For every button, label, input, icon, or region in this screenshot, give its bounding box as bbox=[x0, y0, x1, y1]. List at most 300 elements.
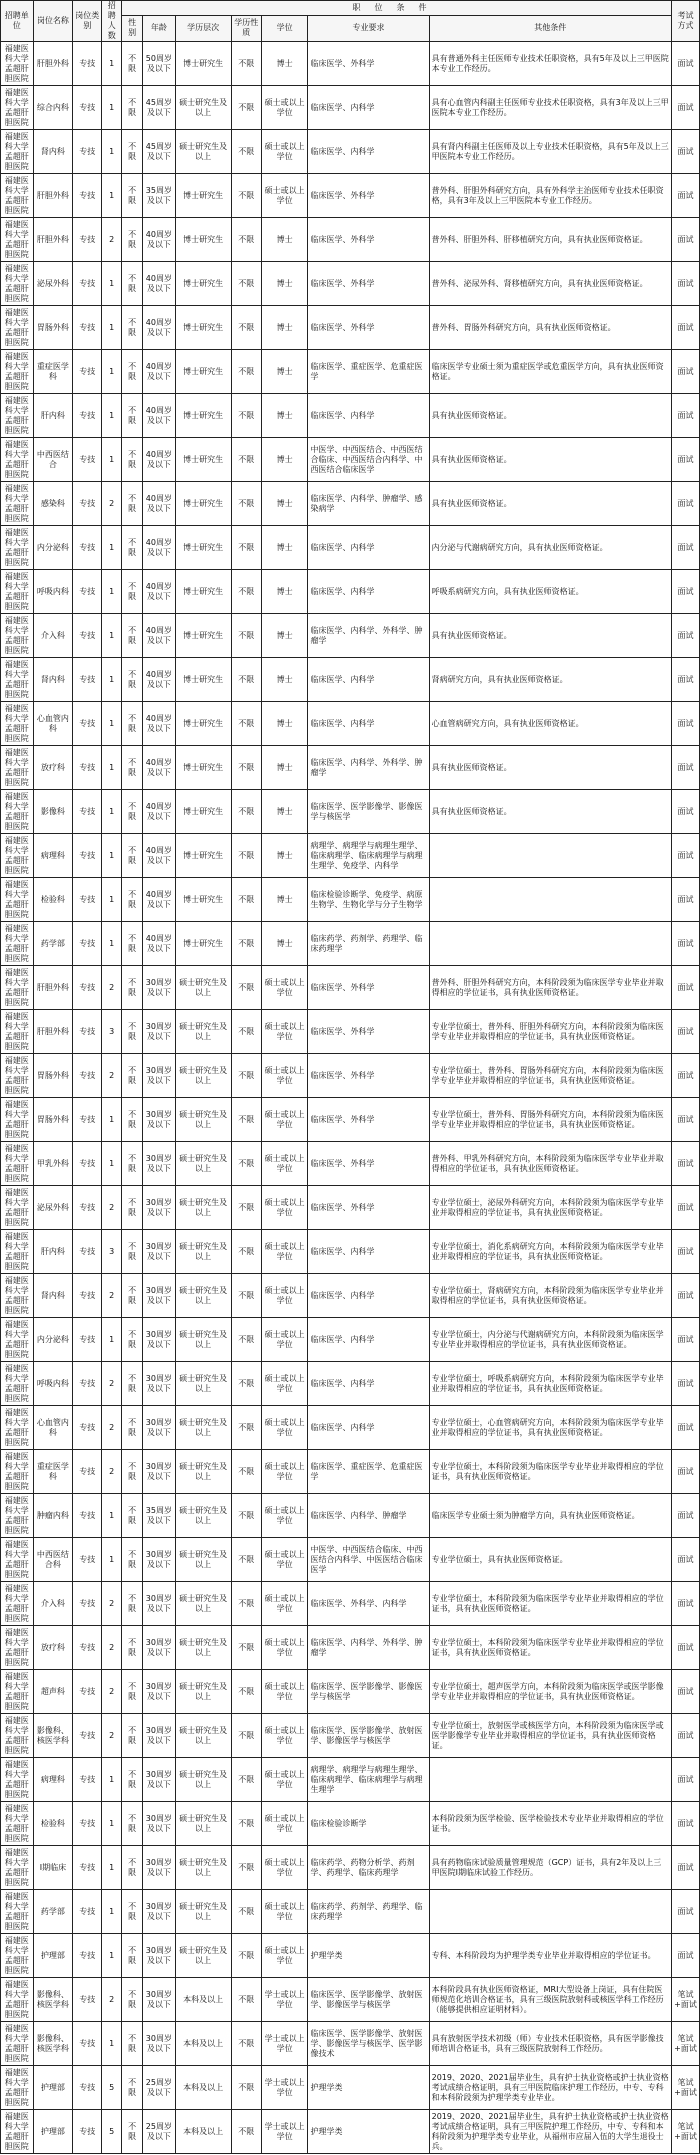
age-cell: 40周岁及以下 bbox=[143, 262, 176, 306]
education-cell: 博士研究生 bbox=[175, 878, 231, 922]
count-cell: 1 bbox=[102, 526, 122, 570]
category-cell: 专技 bbox=[73, 1846, 102, 1890]
post-cell: 综合内科 bbox=[33, 86, 73, 130]
sex-cell: 不限 bbox=[122, 42, 143, 86]
unit-cell: 福建医科大学孟超肝胆医院 bbox=[1, 1846, 34, 1890]
category-cell: 专技 bbox=[73, 614, 102, 658]
education-cell: 博士研究生 bbox=[175, 482, 231, 526]
age-cell: 30周岁及以下 bbox=[143, 2022, 176, 2066]
unit-cell: 福建医科大学孟超肝胆医院 bbox=[1, 1758, 34, 1802]
count-cell: 2 bbox=[102, 1406, 122, 1450]
exam-cell: 面试 bbox=[671, 350, 699, 394]
sex-cell: 不限 bbox=[122, 262, 143, 306]
age-cell: 30周岁及以下 bbox=[143, 1230, 176, 1274]
post-cell: 肝内科 bbox=[33, 1230, 73, 1274]
table-row bbox=[1, 482, 700, 526]
sex-cell: 不限 bbox=[122, 1890, 143, 1934]
category-cell: 专技 bbox=[73, 174, 102, 218]
education-cell: 博士研究生 bbox=[175, 658, 231, 702]
nature-cell: 不限 bbox=[231, 2066, 261, 2110]
other-cell: 具有执业医师资格证。 bbox=[429, 438, 671, 482]
major-cell: 临床医学、外科学 bbox=[308, 1186, 429, 1230]
other-cell bbox=[429, 1758, 671, 1802]
exam-cell: 面试 bbox=[671, 1802, 699, 1846]
table-row bbox=[1, 1714, 700, 1758]
unit-cell: 福建医科大学孟超肝胆医院 bbox=[1, 1626, 34, 1670]
sex-cell: 不限 bbox=[122, 1538, 143, 1582]
table-row bbox=[1, 1318, 700, 1362]
exam-cell: 面试 bbox=[671, 1054, 699, 1098]
age-cell: 30周岁及以下 bbox=[143, 1406, 176, 1450]
sex-cell: 不限 bbox=[122, 438, 143, 482]
education-cell: 硕士研究生及以上 bbox=[175, 1054, 231, 1098]
age-cell: 40周岁及以下 bbox=[143, 614, 176, 658]
unit-cell: 福建医科大学孟超肝胆医院 bbox=[1, 1934, 34, 1978]
age-cell: 30周岁及以下 bbox=[143, 1802, 176, 1846]
sex-cell: 不限 bbox=[122, 1714, 143, 1758]
major-cell: 临床医学、内科学 bbox=[308, 394, 429, 438]
table-row bbox=[1, 658, 700, 702]
category-cell: 专技 bbox=[73, 1318, 102, 1362]
education-cell: 硕士研究生及以上 bbox=[175, 1010, 231, 1054]
exam-cell: 面试 bbox=[671, 1318, 699, 1362]
count-cell: 2 bbox=[102, 1054, 122, 1098]
unit-cell: 福建医科大学孟超肝胆医院 bbox=[1, 1582, 34, 1626]
count-cell: 1 bbox=[102, 834, 122, 878]
major-cell: 临床医学、外科学 bbox=[308, 1142, 429, 1186]
education-cell: 博士研究生 bbox=[175, 438, 231, 482]
degree-cell: 博士 bbox=[261, 614, 308, 658]
post-cell: 肾内科 bbox=[33, 130, 73, 174]
sex-cell: 不限 bbox=[122, 1934, 143, 1978]
count-cell: 2 bbox=[102, 1714, 122, 1758]
age-cell: 40周岁及以下 bbox=[143, 306, 176, 350]
post-cell: 病理科 bbox=[33, 834, 73, 878]
major-cell: 临床医学、内科学 bbox=[308, 1274, 429, 1318]
sex-cell: 不限 bbox=[122, 218, 143, 262]
degree-cell: 学士或以上学位 bbox=[261, 2110, 308, 2154]
exam-cell: 面试 bbox=[671, 130, 699, 174]
age-cell: 35周岁及以下 bbox=[143, 1494, 176, 1538]
category-cell: 专技 bbox=[73, 790, 102, 834]
table-row bbox=[1, 218, 700, 262]
other-cell: 具有执业医师资格证。 bbox=[429, 790, 671, 834]
post-cell: 肾内科 bbox=[33, 658, 73, 702]
nature-cell: 不限 bbox=[231, 746, 261, 790]
nature-cell: 不限 bbox=[231, 1142, 261, 1186]
count-cell: 1 bbox=[102, 1934, 122, 1978]
table-row bbox=[1, 1670, 700, 1714]
major-cell: 临床检验诊断学 bbox=[308, 1802, 429, 1846]
category-cell: 专技 bbox=[73, 394, 102, 438]
count-cell: 1 bbox=[102, 262, 122, 306]
post-cell: 药学部 bbox=[33, 1890, 73, 1934]
count-cell: 1 bbox=[102, 570, 122, 614]
education-cell: 博士研究生 bbox=[175, 526, 231, 570]
age-cell: 25周岁及以下 bbox=[143, 2066, 176, 2110]
education-cell: 硕士研究生及以上 bbox=[175, 1890, 231, 1934]
exam-cell: 面试 bbox=[671, 1758, 699, 1802]
header-nature: 学历性质 bbox=[231, 15, 261, 41]
education-cell: 硕士研究生及以上 bbox=[175, 1670, 231, 1714]
nature-cell: 不限 bbox=[231, 482, 261, 526]
table-row bbox=[1, 350, 700, 394]
category-cell: 专技 bbox=[73, 2066, 102, 2110]
education-cell: 博士研究生 bbox=[175, 218, 231, 262]
unit-cell: 福建医科大学孟超肝胆医院 bbox=[1, 1010, 34, 1054]
count-cell: 1 bbox=[102, 658, 122, 702]
unit-cell: 福建医科大学孟超肝胆医院 bbox=[1, 1318, 34, 1362]
post-cell: 药学部 bbox=[33, 922, 73, 966]
major-cell: 临床医学、重症医学、危重症医学 bbox=[308, 350, 429, 394]
sex-cell: 不限 bbox=[122, 2066, 143, 2110]
degree-cell: 博士 bbox=[261, 658, 308, 702]
major-cell: 护理学类 bbox=[308, 2110, 429, 2154]
sex-cell: 不限 bbox=[122, 746, 143, 790]
education-cell: 本科及以上 bbox=[175, 2022, 231, 2066]
age-cell: 45周岁及以下 bbox=[143, 86, 176, 130]
header-unit: 招聘单位 bbox=[1, 1, 34, 42]
sex-cell: 不限 bbox=[122, 1010, 143, 1054]
table-row bbox=[1, 1406, 700, 1450]
major-cell: 临床医学、内科学 bbox=[308, 1406, 429, 1450]
category-cell: 专技 bbox=[73, 1362, 102, 1406]
degree-cell: 硕士或以上学位 bbox=[261, 1406, 308, 1450]
other-cell: 普外科、肝胆外科研究方向，本科阶段须为临床医学专业毕业并取得相应的学位证书，具有执业医师资格证。 bbox=[429, 966, 671, 1010]
category-cell: 专技 bbox=[73, 2110, 102, 2154]
age-cell: 40周岁及以下 bbox=[143, 570, 176, 614]
age-cell: 30周岁及以下 bbox=[143, 966, 176, 1010]
unit-cell: 福建医科大学孟超肝胆医院 bbox=[1, 42, 34, 86]
header-major: 专业要求 bbox=[308, 15, 429, 41]
degree-cell: 博士 bbox=[261, 306, 308, 350]
age-cell: 40周岁及以下 bbox=[143, 746, 176, 790]
count-cell: 1 bbox=[102, 614, 122, 658]
post-cell: 放疗科 bbox=[33, 746, 73, 790]
count-cell: 3 bbox=[102, 1230, 122, 1274]
major-cell: 临床医学、内科学 bbox=[308, 658, 429, 702]
unit-cell: 福建医科大学孟超肝胆医院 bbox=[1, 1274, 34, 1318]
major-cell: 临床药学、药剂学、药理学、临床药理学 bbox=[308, 1890, 429, 1934]
other-cell: 具有药物临床试验质量管理规范（GCP）证书，具有2年及以上三甲医院I期临床试验工作经历。 bbox=[429, 1846, 671, 1890]
other-cell bbox=[429, 1890, 671, 1934]
major-cell: 临床医学、外科学 bbox=[308, 1054, 429, 1098]
education-cell: 硕士研究生及以上 bbox=[175, 1802, 231, 1846]
post-cell: 感染科 bbox=[33, 482, 73, 526]
unit-cell: 福建医科大学孟超肝胆医院 bbox=[1, 86, 34, 130]
other-cell: 专业学位硕士，超声医学方向，本科阶段须为临床医学或医学影像学专业毕业并取得相应的学位证书，具有执业医师资格证。 bbox=[429, 1670, 671, 1714]
category-cell: 专技 bbox=[73, 262, 102, 306]
exam-cell: 面试 bbox=[671, 922, 699, 966]
age-cell: 30周岁及以下 bbox=[143, 1362, 176, 1406]
sex-cell: 不限 bbox=[122, 922, 143, 966]
unit-cell: 福建医科大学孟超肝胆医院 bbox=[1, 2110, 34, 2154]
count-cell: 1 bbox=[102, 174, 122, 218]
other-cell: 2019、2020、2021届毕业生，具有护士执业资格或护士执业资格考试成绩合格证明，具有三甲医院临床护理工作经历，中专、专科和本科阶段须为护理学类专业毕业。 bbox=[429, 2066, 671, 2110]
unit-cell: 福建医科大学孟超肝胆医院 bbox=[1, 1978, 34, 2022]
major-cell: 临床医学、内科学 bbox=[308, 570, 429, 614]
age-cell: 30周岁及以下 bbox=[143, 1274, 176, 1318]
other-cell: 专业学位硕士，呼吸系病研究方向，本科阶段须为临床医学专业毕业并取得相应的学位证书，具有执业医师资格证。 bbox=[429, 1362, 671, 1406]
nature-cell: 不限 bbox=[231, 1758, 261, 1802]
major-cell: 临床医学、外科学 bbox=[308, 1010, 429, 1054]
nature-cell: 不限 bbox=[231, 1054, 261, 1098]
exam-cell: 面试 bbox=[671, 1450, 699, 1494]
count-cell: 2 bbox=[102, 218, 122, 262]
education-cell: 硕士研究生及以上 bbox=[175, 1582, 231, 1626]
degree-cell: 硕士或以上学位 bbox=[261, 1582, 308, 1626]
degree-cell: 硕士或以上学位 bbox=[261, 1758, 308, 1802]
category-cell: 专技 bbox=[73, 130, 102, 174]
education-cell: 硕士研究生及以上 bbox=[175, 966, 231, 1010]
degree-cell: 博士 bbox=[261, 482, 308, 526]
nature-cell: 不限 bbox=[231, 86, 261, 130]
age-cell: 30周岁及以下 bbox=[143, 1934, 176, 1978]
category-cell: 专技 bbox=[73, 1582, 102, 1626]
table-row bbox=[1, 1098, 700, 1142]
other-cell: 呼吸系病研究方向，具有执业医师资格证。 bbox=[429, 570, 671, 614]
unit-cell: 福建医科大学孟超肝胆医院 bbox=[1, 1494, 34, 1538]
major-cell: 临床医学、医学影像学、放射医学、影像医学与核医学、医学影像技术 bbox=[308, 2022, 429, 2066]
exam-cell: 面试 bbox=[671, 438, 699, 482]
age-cell: 30周岁及以下 bbox=[143, 1582, 176, 1626]
post-cell: 影像科、核医学科 bbox=[33, 2022, 73, 2066]
category-cell: 专技 bbox=[73, 922, 102, 966]
education-cell: 硕士研究生及以上 bbox=[175, 1230, 231, 1274]
table-row bbox=[1, 86, 700, 130]
sex-cell: 不限 bbox=[122, 878, 143, 922]
other-cell: 普外科、肝胆外科、肝移植研究方向，具有执业医师资格证。 bbox=[429, 218, 671, 262]
unit-cell: 福建医科大学孟超肝胆医院 bbox=[1, 394, 34, 438]
post-cell: 胃肠外科 bbox=[33, 1098, 73, 1142]
major-cell: 临床医学、内科学、肿瘤学、感染病学 bbox=[308, 482, 429, 526]
age-cell: 30周岁及以下 bbox=[143, 1846, 176, 1890]
other-cell: 普外科、胃肠外科研究方向，具有执业医师资格证。 bbox=[429, 306, 671, 350]
table-row bbox=[1, 702, 700, 746]
degree-cell: 博士 bbox=[261, 922, 308, 966]
nature-cell: 不限 bbox=[231, 1538, 261, 1582]
exam-cell: 面试 bbox=[671, 1626, 699, 1670]
other-cell: 临床医学专业硕士须为重症医学或危重医学方向，具有执业医师资格证。 bbox=[429, 350, 671, 394]
major-cell: 临床医学、医学影像学、影像医学与核医学 bbox=[308, 790, 429, 834]
exam-cell: 面试 bbox=[671, 1890, 699, 1934]
table-row bbox=[1, 1494, 700, 1538]
other-cell: 临床医学专业硕士须为肿瘤学方向，具有执业医师资格证。 bbox=[429, 1494, 671, 1538]
post-cell: 内分泌科 bbox=[33, 526, 73, 570]
unit-cell: 福建医科大学孟超肝胆医院 bbox=[1, 1142, 34, 1186]
nature-cell: 不限 bbox=[231, 1626, 261, 1670]
post-cell: 肾内科 bbox=[33, 1274, 73, 1318]
nature-cell: 不限 bbox=[231, 1494, 261, 1538]
header-sex: 性别 bbox=[122, 15, 143, 41]
education-cell: 硕士研究生及以上 bbox=[175, 1406, 231, 1450]
category-cell: 专技 bbox=[73, 1626, 102, 1670]
post-cell: 泌尿外科 bbox=[33, 1186, 73, 1230]
count-cell: 2 bbox=[102, 966, 122, 1010]
post-cell: 肝胆外科 bbox=[33, 174, 73, 218]
count-cell: 1 bbox=[102, 1890, 122, 1934]
other-cell bbox=[429, 834, 671, 878]
nature-cell: 不限 bbox=[231, 878, 261, 922]
nature-cell: 不限 bbox=[231, 1670, 261, 1714]
degree-cell: 硕士或以上学位 bbox=[261, 1670, 308, 1714]
exam-cell: 面试 bbox=[671, 1538, 699, 1582]
count-cell: 1 bbox=[102, 1098, 122, 1142]
exam-cell: 面试 bbox=[671, 1582, 699, 1626]
nature-cell: 不限 bbox=[231, 790, 261, 834]
table-row bbox=[1, 2022, 700, 2066]
degree-cell: 硕士或以上学位 bbox=[261, 1142, 308, 1186]
other-cell: 专业学位硕士，消化系病研究方向，本科阶段须为临床医学专业毕业并取得相应的学位证书，具有执业医师资格证。 bbox=[429, 1230, 671, 1274]
major-cell: 临床药学、药剂学、药理学、临床药理学 bbox=[308, 922, 429, 966]
degree-cell: 硕士或以上学位 bbox=[261, 1274, 308, 1318]
other-cell bbox=[429, 878, 671, 922]
exam-cell: 面试 bbox=[671, 1142, 699, 1186]
table-row bbox=[1, 878, 700, 922]
degree-cell: 硕士或以上学位 bbox=[261, 1846, 308, 1890]
degree-cell: 硕士或以上学位 bbox=[261, 966, 308, 1010]
nature-cell: 不限 bbox=[231, 1230, 261, 1274]
post-cell: 心血管内科 bbox=[33, 702, 73, 746]
degree-cell: 博士 bbox=[261, 746, 308, 790]
sex-cell: 不限 bbox=[122, 1450, 143, 1494]
education-cell: 硕士研究生及以上 bbox=[175, 1714, 231, 1758]
unit-cell: 福建医科大学孟超肝胆医院 bbox=[1, 2022, 34, 2066]
category-cell: 专技 bbox=[73, 482, 102, 526]
education-cell: 硕士研究生及以上 bbox=[175, 1538, 231, 1582]
table-row bbox=[1, 1846, 700, 1890]
education-cell: 博士研究生 bbox=[175, 174, 231, 218]
other-cell: 专业学位硕士，肾病研究方向，本科阶段须为临床医学专业毕业并取得相应的学位证书，具有执业医师资格证。 bbox=[429, 1274, 671, 1318]
nature-cell: 不限 bbox=[231, 570, 261, 614]
degree-cell: 博士 bbox=[261, 218, 308, 262]
count-cell: 1 bbox=[102, 438, 122, 482]
table-row bbox=[1, 1010, 700, 1054]
sex-cell: 不限 bbox=[122, 350, 143, 394]
other-cell: 专业学位硕士，普外科、胃肠外科研究方向，本科阶段须为临床医学专业毕业并取得相应的学位证书，具有执业医师资格证。 bbox=[429, 1098, 671, 1142]
major-cell: 病理学、病理学与病理生理学、临床病理学、临床病理学与病理生理学、免疫学、内科学 bbox=[308, 834, 429, 878]
count-cell: 2 bbox=[102, 1626, 122, 1670]
category-cell: 专技 bbox=[73, 42, 102, 86]
category-cell: 专技 bbox=[73, 526, 102, 570]
unit-cell: 福建医科大学孟超肝胆医院 bbox=[1, 1186, 34, 1230]
post-cell: 泌尿外科 bbox=[33, 262, 73, 306]
unit-cell: 福建医科大学孟超肝胆医院 bbox=[1, 702, 34, 746]
major-cell: 临床医学、重症医学、危重症医学 bbox=[308, 1450, 429, 1494]
age-cell: 40周岁及以下 bbox=[143, 350, 176, 394]
degree-cell: 硕士或以上学位 bbox=[261, 1186, 308, 1230]
post-cell: 护理部 bbox=[33, 1934, 73, 1978]
other-cell: 本科阶段具有执业医师资格证，MRI大型设备上岗证，具有住院医师规范化培训合格证书，具有三级医院放射科或核医学科工作经历（能够提供相应证明材料）。 bbox=[429, 1978, 671, 2022]
age-cell: 30周岁及以下 bbox=[143, 1010, 176, 1054]
unit-cell: 福建医科大学孟超肝胆医院 bbox=[1, 1890, 34, 1934]
exam-cell: 面试 bbox=[671, 1362, 699, 1406]
other-cell: 专业学位硕士，本科阶段须为临床医学专业毕业并取得相应的学位证书，具有执业医师资格证。 bbox=[429, 1450, 671, 1494]
count-cell: 1 bbox=[102, 1846, 122, 1890]
sex-cell: 不限 bbox=[122, 482, 143, 526]
degree-cell: 硕士或以上学位 bbox=[261, 1054, 308, 1098]
post-cell: 肝胆外科 bbox=[33, 218, 73, 262]
degree-cell: 硕士或以上学位 bbox=[261, 1230, 308, 1274]
age-cell: 40周岁及以下 bbox=[143, 922, 176, 966]
education-cell: 博士研究生 bbox=[175, 834, 231, 878]
sex-cell: 不限 bbox=[122, 2110, 143, 2154]
major-cell: 临床医学、内科学、外科学、肿瘤学 bbox=[308, 614, 429, 658]
major-cell: 中医学、中西医结合临床、中西医结合内科学、中医医结合临床医学 bbox=[308, 1538, 429, 1582]
table-row bbox=[1, 570, 700, 614]
header-exam: 考试方式 bbox=[671, 1, 699, 42]
table-row bbox=[1, 1186, 700, 1230]
education-cell: 硕士研究生及以上 bbox=[175, 86, 231, 130]
category-cell: 专技 bbox=[73, 1494, 102, 1538]
category-cell: 专技 bbox=[73, 1890, 102, 1934]
education-cell: 博士研究生 bbox=[175, 394, 231, 438]
table-row bbox=[1, 2110, 700, 2154]
post-cell: 呼吸内科 bbox=[33, 1362, 73, 1406]
nature-cell: 不限 bbox=[231, 1450, 261, 1494]
post-cell: 中西医结合 bbox=[33, 438, 73, 482]
nature-cell: 不限 bbox=[231, 1934, 261, 1978]
exam-cell: 笔试+面试 bbox=[671, 1978, 699, 2022]
major-cell: 临床医学、外科学 bbox=[308, 306, 429, 350]
major-cell: 中医学、中西医结合、中西医结合临床、中西医结合内科学、中西医结合临床医学 bbox=[308, 438, 429, 482]
category-cell: 专技 bbox=[73, 1010, 102, 1054]
header-count: 招聘人数 bbox=[102, 1, 122, 42]
post-cell: 呼吸内科 bbox=[33, 570, 73, 614]
age-cell: 30周岁及以下 bbox=[143, 1714, 176, 1758]
table-row bbox=[1, 1362, 700, 1406]
sex-cell: 不限 bbox=[122, 1978, 143, 2022]
exam-cell: 笔试+面试 bbox=[671, 2022, 699, 2066]
sex-cell: 不限 bbox=[122, 702, 143, 746]
other-cell: 具有执业医师资格证。 bbox=[429, 746, 671, 790]
category-cell: 专技 bbox=[73, 1670, 102, 1714]
sex-cell: 不限 bbox=[122, 1098, 143, 1142]
table-row bbox=[1, 1802, 700, 1846]
exam-cell: 面试 bbox=[671, 1274, 699, 1318]
count-cell: 2 bbox=[102, 1274, 122, 1318]
exam-cell: 面试 bbox=[671, 570, 699, 614]
category-cell: 专技 bbox=[73, 1142, 102, 1186]
category-cell: 专技 bbox=[73, 1934, 102, 1978]
age-cell: 40周岁及以下 bbox=[143, 790, 176, 834]
post-cell: 病理科 bbox=[33, 1758, 73, 1802]
unit-cell: 福建医科大学孟超肝胆医院 bbox=[1, 1802, 34, 1846]
exam-cell: 面试 bbox=[671, 1230, 699, 1274]
age-cell: 30周岁及以下 bbox=[143, 1450, 176, 1494]
count-cell: 1 bbox=[102, 1758, 122, 1802]
degree-cell: 硕士或以上学位 bbox=[261, 130, 308, 174]
degree-cell: 硕士或以上学位 bbox=[261, 1890, 308, 1934]
category-cell: 专技 bbox=[73, 1098, 102, 1142]
age-cell: 45周岁及以下 bbox=[143, 130, 176, 174]
unit-cell: 福建医科大学孟超肝胆医院 bbox=[1, 878, 34, 922]
category-cell: 专技 bbox=[73, 1054, 102, 1098]
post-cell: 重症医学科 bbox=[33, 350, 73, 394]
major-cell: 临床医学、外科学 bbox=[308, 42, 429, 86]
unit-cell: 福建医科大学孟超肝胆医院 bbox=[1, 1362, 34, 1406]
age-cell: 40周岁及以下 bbox=[143, 394, 176, 438]
age-cell: 40周岁及以下 bbox=[143, 878, 176, 922]
other-cell: 专业学位硕士，普外科、肝胆外科研究方向，本科阶段须为临床医学专业毕业并取得相应的学位证书，具有执业医师资格证。 bbox=[429, 1010, 671, 1054]
count-cell: 1 bbox=[102, 922, 122, 966]
unit-cell: 福建医科大学孟超肝胆医院 bbox=[1, 306, 34, 350]
table-row bbox=[1, 834, 700, 878]
degree-cell: 硕士或以上学位 bbox=[261, 86, 308, 130]
table-row bbox=[1, 1934, 700, 1978]
category-cell: 专技 bbox=[73, 218, 102, 262]
age-cell: 30周岁及以下 bbox=[143, 1186, 176, 1230]
